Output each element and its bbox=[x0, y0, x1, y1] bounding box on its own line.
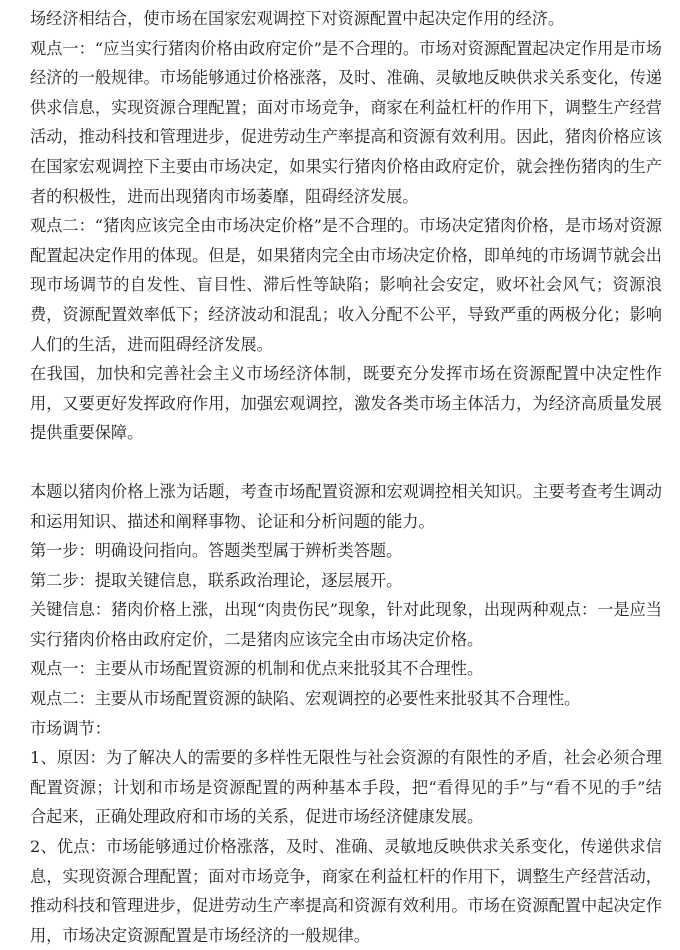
paragraph-analysis-viewpoint-two: 观点二：主要从市场配置资源的缺陷、宏观调控的必要性来批驳其不合理性。 bbox=[30, 689, 581, 709]
paragraph-step-two: 第二步：提取关键信息，联系政治理论，逐层展开。 bbox=[30, 570, 403, 590]
paragraph-viewpoint-two: 观点二：“猪肉应该完全由市场决定价格”是不合理的。市场决定猪肉价格，是市场对资源配置起决定作用的体现。但是，如果猪肉完全由市场决定价格，即单纯的市场调节就会出现市场调节的自发性、盲目性、滞后性等缺陷；影响社会安定，败坏社会风气；资源浪费，资源配置效率低下；经济波动和混乱；收入分配不公平，导致严重的两极分化；影响人们的生活，进而阻碍经济发展。 bbox=[30, 216, 662, 354]
paragraph-conclusion: 在我国，加快和完善社会主义市场经济体制，既要充分发挥市场在资源配置中决定性作用，又要更好发挥政府作用，加强宏观调控，激发各类市场主体活力，为经济高质量发展提供重要保障。 bbox=[30, 364, 662, 443]
paragraph-intro-continuation: 场经济相结合，使市场在国家宏观调控下对资源配置中起决定作用的经济。 bbox=[30, 9, 565, 28]
paragraph-step-one: 第一步：明确设问指向。答题类型属于辨析类答题。 bbox=[30, 541, 403, 561]
paragraph-viewpoint-one: 观点一：“应当实行猪肉价格由政府定价”是不合理的。市场对资源配置起决定作用是市场经济的一般规律。市场能够通过价格涨落，及时、准确、灵敏地反映供求关系变化，传递供求信息，实现资源合理配置；面对市场竞争，商家在利益杠杆的作用下，调整生产经营活动，推动科技和管理进步，促进劳动生产率提高和资源有效利用。因此，猪肉价格应该在国家宏观调控下主要由市场决定，如果实行猪肉价格由政府定价，就会挫伤猪肉的生产者的积极性，进而出现猪肉市场萎靡，阻碍经济发展。 bbox=[30, 38, 662, 206]
paragraph-analysis-intro: 本题以猪肉价格上涨为话题，考查市场配置资源和宏观调控相关知识。主要考查考生调动和运用知识、描述和阐释事物、论证和分析问题的能力。 bbox=[30, 481, 662, 531]
paragraph-reason: 1、原因：为了解决人的需要的多样性无限性与社会资源的有限性的矛盾，社会必须合理配置资源；计划和市场是资源配置的两种基本手段，把“看得见的手”与“看不见的手”结合起来，正确处理政府和市场的关系，促进市场经济健康发展。 bbox=[30, 748, 662, 827]
paragraph-analysis-viewpoint-one: 观点一：主要从市场配置资源的机制和优点来批驳其不合理性。 bbox=[30, 659, 484, 679]
paragraph-advantage: 2、优点：市场能够通过价格涨落，及时、准确、灵敏地反映供求关系变化，传递供求信息，实现资源合理配置；面对市场竞争，商家在利益杠杆的作用下，调整生产经营活动，推动科技和管理进步，促进劳动生产率提高和资源有效利用。市场在资源配置中起决定作用，市场决定资源配置是市场经济的一般规律。 bbox=[30, 837, 662, 945]
paragraph-market-regulation-heading: 市场调节： bbox=[30, 718, 111, 738]
paragraph-key-info: 关键信息：猪肉价格上涨，出现“肉贵伤民”现象，针对此现象，出现两种观点：一是应当实行猪肉价格由政府定价，二是猪肉应该完全由市场决定价格。 bbox=[30, 600, 662, 649]
section-gap bbox=[30, 448, 662, 477]
